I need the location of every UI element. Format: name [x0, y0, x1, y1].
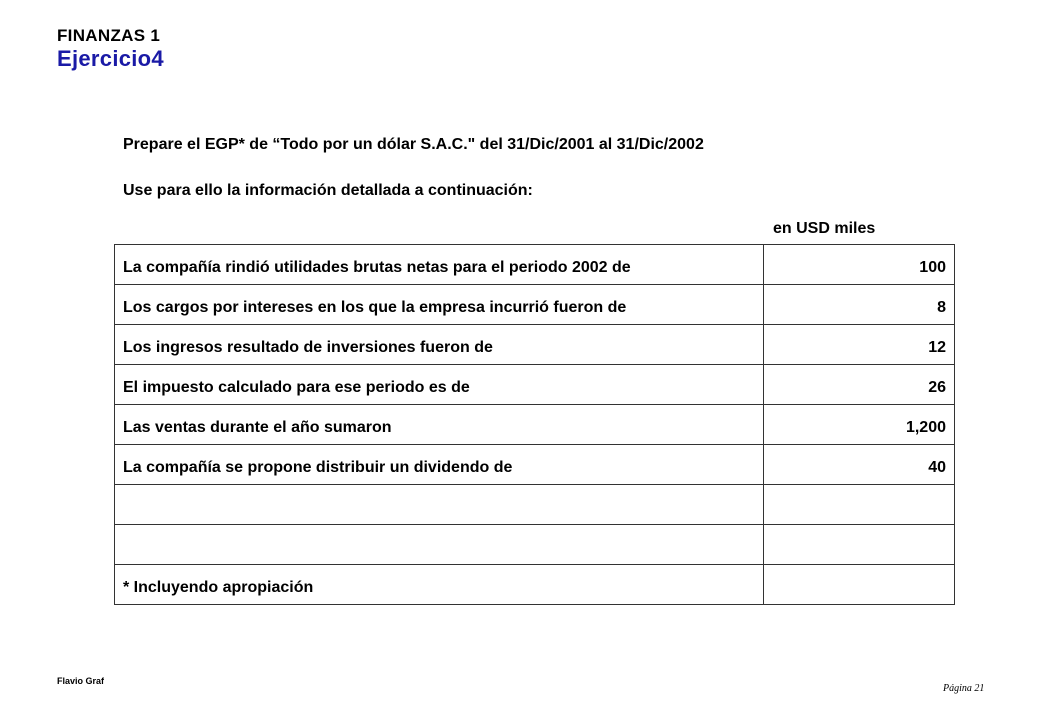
table-row — [115, 565, 955, 605]
table-row — [115, 285, 955, 325]
row-label — [115, 525, 764, 565]
table-row — [115, 405, 955, 445]
instruction-line-1: Prepare el EGP* de “Todo por un dólar S.A.C." del 31/Dic/2001 al 31/Dic/2002 — [123, 136, 704, 153]
row-label: * Incluyendo apropiación — [115, 565, 764, 605]
table-row — [115, 525, 955, 565]
table-row — [115, 365, 955, 405]
row-label: Las ventas durante el año sumaron — [115, 405, 764, 445]
row-value: 8 — [764, 285, 955, 325]
table-row — [115, 485, 955, 525]
row-value — [764, 485, 955, 525]
row-value: 40 — [764, 445, 955, 485]
data-table — [114, 244, 955, 605]
row-label: La compañía rindió utilidades brutas netas para el periodo 2002 de — [115, 245, 764, 285]
row-value — [764, 525, 955, 565]
instruction-line-2: Use para ello la información detallada a continuación: — [123, 182, 533, 199]
row-value: 100 — [764, 245, 955, 285]
row-label: La compañía se propone distribuir un dividendo de — [115, 445, 764, 485]
row-value: 26 — [764, 365, 955, 405]
row-label: Los ingresos resultado de inversiones fueron de — [115, 325, 764, 365]
row-label — [115, 485, 764, 525]
row-label: El impuesto calculado para ese periodo es de — [115, 365, 764, 405]
row-value — [764, 565, 955, 605]
table-row — [115, 325, 955, 365]
row-value: 12 — [764, 325, 955, 365]
exercise-title: Ejercicio4 — [57, 46, 164, 71]
footer-author: Flavio Graf — [57, 676, 105, 686]
table-row — [115, 445, 955, 485]
table-row — [115, 245, 955, 285]
row-label: Los cargos por intereses en los que la empresa incurrió fueron de — [115, 285, 764, 325]
units-label: en USD miles — [773, 220, 876, 237]
course-title: FINANZAS 1 — [57, 26, 161, 45]
footer-page-number: Página 21 — [943, 683, 985, 694]
row-value: 1,200 — [764, 405, 955, 445]
